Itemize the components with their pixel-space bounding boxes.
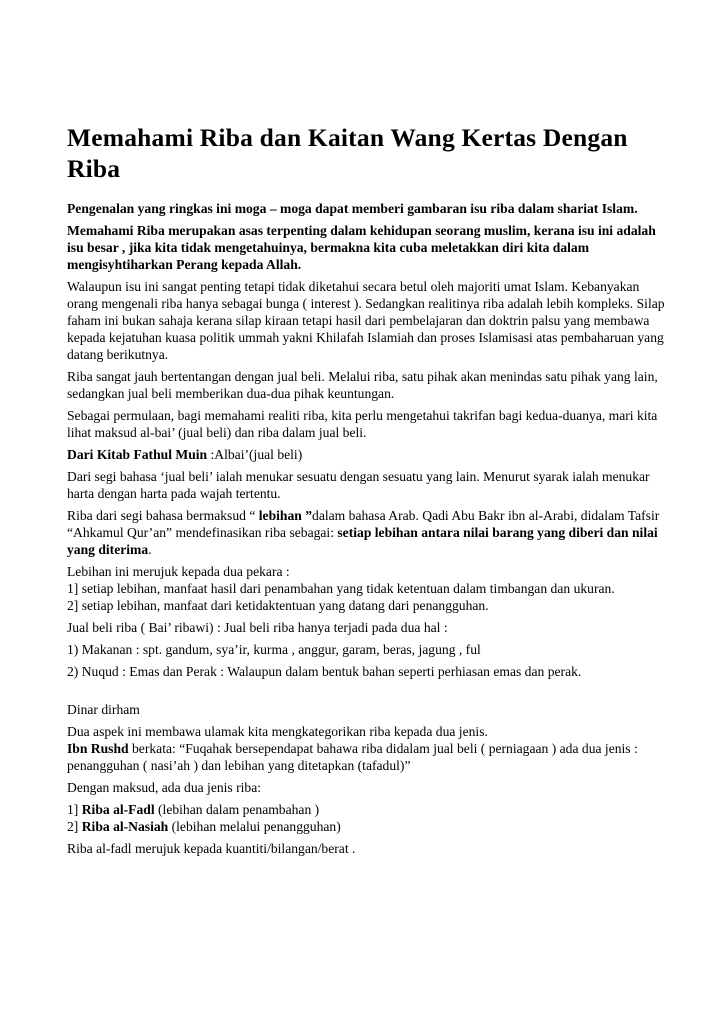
paragraph-nuqud: 2) Nuqud : Emas dan Perak : Walaupun dalam bentuk bahan seperti perhiasan emas dan perak. bbox=[67, 664, 582, 679]
paragraph-riba-types-list bbox=[67, 801, 667, 835]
paragraph-riba-vs-trade: Riba sangat jauh bertentangan dengan jual beli. Melalui riba, satu pihak akan menindas satu pihak yang lain, sedangkan jual beli memberikan dua-dua pihak keuntungan. bbox=[67, 369, 658, 401]
intro-paragraph: Pengenalan yang ringkas ini moga – moga dapat memberi gambaran isu riba dalam shariat Islam. bbox=[67, 201, 638, 216]
text-span: (lebihan melalui penangguhan) bbox=[168, 819, 341, 834]
text-line: Lebihan ini merujuk kepada dua pekara : bbox=[67, 564, 290, 579]
source-reference: Dari Kitab Fathul Muin bbox=[67, 447, 208, 462]
spacer bbox=[67, 685, 667, 701]
source-reference-text: :Albai’(jual beli) bbox=[207, 447, 303, 462]
riba-type-nasiah: Riba al-Nasiah bbox=[81, 819, 169, 834]
list-marker: 1] bbox=[67, 802, 82, 817]
paragraph-dinar-dirham: Dinar dirham bbox=[67, 702, 140, 717]
paragraph-meaning: Dengan maksud, ada dua jenis riba: bbox=[67, 780, 262, 795]
paragraph-makanan: 1) Makanan : spt. gandum, sya’ir, kurma , anggur, garam, beras, jagung , ful bbox=[67, 642, 481, 657]
riba-type-fadl: Riba al-Fadl bbox=[81, 802, 155, 817]
text-span: . bbox=[148, 542, 152, 557]
paragraph-bai-ribawi: Jual beli riba ( Bai’ ribawi) : Jual beli riba hanya terjadi pada dua hal : bbox=[67, 620, 448, 635]
emphasis-definition: setiap lebihan antara nilai barang yang diberi dan nilai yang diterima bbox=[67, 525, 658, 557]
document-title: Memahami Riba dan Kaitan Wang Kertas Dengan Riba bbox=[67, 123, 628, 183]
paragraph-two-matters bbox=[67, 563, 667, 614]
paragraph-riba-definition bbox=[67, 507, 667, 558]
text-span: berkata: “Fuqahak bersependapat bahawa riba didalam jual beli ( perniagaan ) ada dua jenis : penangguhan ( nasi’ah ) dan lebihan yang ditetapkan (tafadul)” bbox=[67, 741, 638, 773]
paragraph-fathul-muin bbox=[67, 446, 667, 463]
text-span: (lebihan dalam penambahan ) bbox=[154, 802, 320, 817]
author-name: Ibn Rushd bbox=[67, 741, 129, 756]
text-span: dalam bahasa Arab. Qadi Abu Bakr ibn al-Arabi, didalam Tafsir “Ahkamul Qur’an” mendefinasikan riba sebagai: bbox=[67, 508, 660, 540]
paragraph-definitions-intro: Sebagai permulaan, bagi memahami realiti riba, kita perlu mengetahui takrifan bagi kedua-duanya, mari kita lihat maksud al-bai’ (jual beli) dan riba dalam jual beli. bbox=[67, 408, 658, 440]
document-page bbox=[67, 122, 667, 862]
paragraph-jual-beli-definition: Dari segi bahasa ‘jual beli’ ialah menukar sesuatu dengan sesuatu yang lain. Menurut syarak ialah menukar harta dengan harta pada wajah tertentu. bbox=[67, 469, 650, 501]
text-span: Riba dari segi bahasa bermaksud “ bbox=[67, 508, 259, 523]
paragraph-two-types bbox=[67, 723, 667, 774]
emphasis-lebihan: lebihan ” bbox=[258, 508, 313, 523]
paragraph-riba-fadl: Riba al-fadl merujuk kepada kuantiti/bilangan/berat . bbox=[67, 841, 356, 856]
intro-paragraph-2: Memahami Riba merupakan asas terpenting dalam kehidupan seorang muslim, kerana isu ini adalah isu besar , jika kita tidak mengetahuinya, bermakna kita cuba meletakkan diri kita dalam mengisyhtiharkan Perang kepada Allah. bbox=[67, 223, 656, 272]
list-marker: 2] bbox=[67, 819, 82, 834]
text-line: Dua aspek ini membawa ulamak kita mengkategorikan riba kepada dua jenis. bbox=[67, 724, 488, 739]
text-line: 1] setiap lebihan, manfaat hasil dari penambahan yang tidak ketentuan dalam timbangan dan ukuran. bbox=[67, 581, 615, 596]
paragraph-misconception: Walaupun isu ini sangat penting tetapi tidak diketahui secara betul oleh majoriti umat Islam. Kebanyakan orang mengenali riba hanya sebagai bunga ( interest ). Sedangkan realitinya riba adalah lebih kompleks. Silap faham ini bukan sahaja kerana silap kiraan tetapi hasil dari pembelajaran dan doktrin palsu yang membawa kepada kejatuhan kuasa politik ummah yakni Khilafah Islamiah dan proses Islamisasi atas pembaharuan yang datang berikutnya. bbox=[67, 279, 665, 362]
text-line: 2] setiap lebihan, manfaat dari ketidaktentuan yang datang dari penangguhan. bbox=[67, 598, 489, 613]
